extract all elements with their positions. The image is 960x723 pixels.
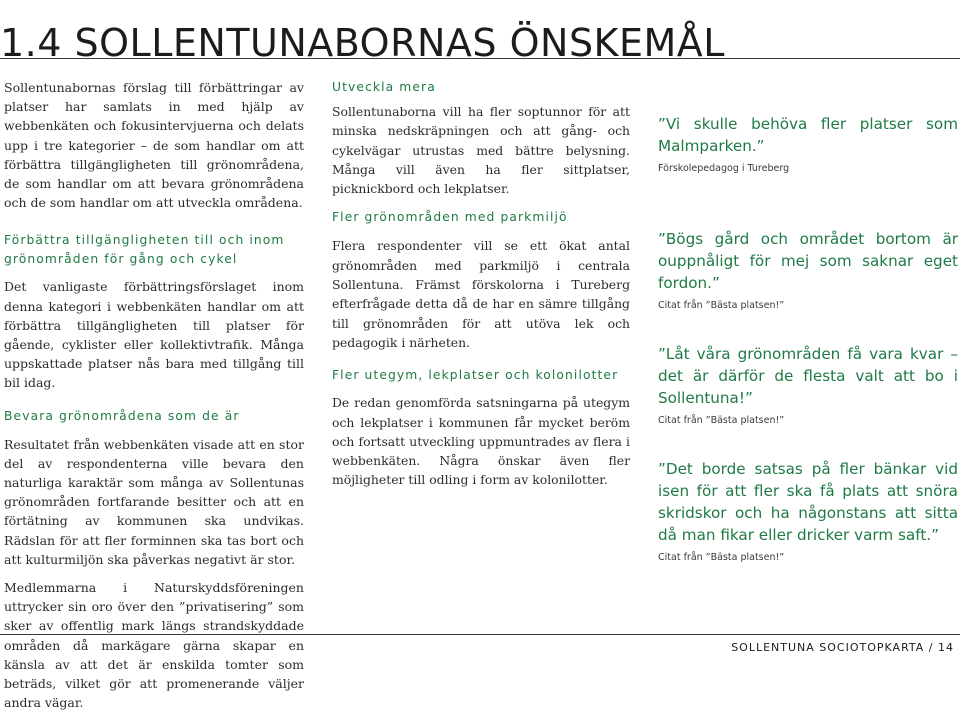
paragraph-parkmiljo: Flera respondenter vill se ett ökat antal grönområden med parkmiljö i centrala Sollentuna. Främst förskolorna i Tureberg efterfrågade detta då de har en sämre tillgång till grönområden för att utöva lek och pedagogik i närheten. (332, 238, 630, 350)
column-left (4, 78, 304, 723)
quote-citation: Citat från ”Bästa platsen!” (658, 300, 785, 311)
quote-block (658, 228, 958, 313)
paragraph-utegym: De redan genomförda satsningarna på utegym och lekplatser i kommunen får mycket beröm och fortsatt utveckling uppmuntrades av flera i webbenkäten. Några önskar även fler möjligheter till odling i form av kolonilotter. (332, 395, 630, 488)
quote-text: ”Det borde satsas på fler bänkar vid isen för att fler ska få plats att snöra skridskor och ha någonstans att sitta då man fikar eller dricker varm saft.” (658, 460, 958, 544)
paragraph-bevara: Resultatet från webbenkäten visade att en stor del av respondenterna ville bevara den naturliga karaktär som många av Sollentunas grönområden fortfarande besitter och att en förtätning av kommunen ska undvikas. Rädslan för att fler forminnen ska tas bort och att kulturmiljön ska påverkas negativt är stor. (4, 436, 304, 567)
column-middle (332, 78, 630, 501)
paragraph-tillganglighet: Det vanligaste förbättringsförslaget inom denna kategori i webbenkäten handlar om att förbättra tillgängligheten till platser för gående, cyklister eller kollektivtrafik. Många uppskattade platser nås bara med tillgång till bil idag. (4, 279, 304, 391)
heading-utveckla: Utveckla mera (332, 80, 436, 94)
quote-text: ”Bögs gård och området bortom är ouppnåligt för mej som saknar eget fordon.” (658, 230, 958, 292)
title-divider (0, 58, 960, 59)
quote-block (658, 458, 958, 565)
quote-block (658, 343, 958, 428)
quote-text: ”Vi skulle behöva fler platser som Malmparken.” (658, 115, 958, 155)
quote-citation: Citat från ”Bästa platsen!” (658, 552, 785, 563)
paragraph-naturskydd: Medlemmarna i Naturskyddsföreningen uttrycker sin oro över den ”privatisering” som sker av offentlig mark längs strandskyddade områden då markägare gärna skapar en känsla av att det är enskilda tomter som beträds, vilket gör att promenerande väljer andra vägar. (4, 580, 304, 711)
heading-parkmiljo: Fler grönområden med parkmiljö (332, 210, 568, 225)
quote-citation: Citat från ”Bästa platsen!” (658, 415, 785, 426)
quote-citation: Förskolepedagog i Tureberg (658, 163, 790, 174)
footer-divider (0, 634, 960, 635)
heading-utegym: Fler utegym, lekplatser och kolonilotter (332, 368, 619, 383)
page-footer: SOLLENTUNA SOCIOTOPKARTA / 14 (731, 641, 954, 654)
paragraph-utveckla: Sollentunaborna vill ha fler soptunnor för att minska nedskräpningen och att gång- och cykelvägar utrustas med bättre belysning. Många vill även ha fler sittplatser, picknickbord och lekplatser. (332, 104, 630, 197)
quote-block (658, 113, 958, 176)
heading-bevara: Bevara grönområdena som de är (4, 408, 240, 423)
page-title: 1.4 SOLLENTUNABORNAS ÖNSKEMÅL (0, 21, 725, 66)
quote-text: ”Låt våra grönområden få vara kvar – det är därför de flesta valt att bo i Sollentuna!” (658, 345, 958, 407)
intro-paragraph: Sollentunabornas förslag till förbättringar av platser har samlats in med hjälp av webbenkäten och fokusintervjuerna och delats upp i tre kategorier – de som handlar om att förbättra tillgängligheten till grönområdena, de som handlar om att bevara grönområdena och de som handlar om att utveckla områdena. (4, 80, 304, 211)
heading-tillganglighet: Förbättra tillgängligheten till och inom grönområden för gång och cykel (4, 233, 285, 267)
